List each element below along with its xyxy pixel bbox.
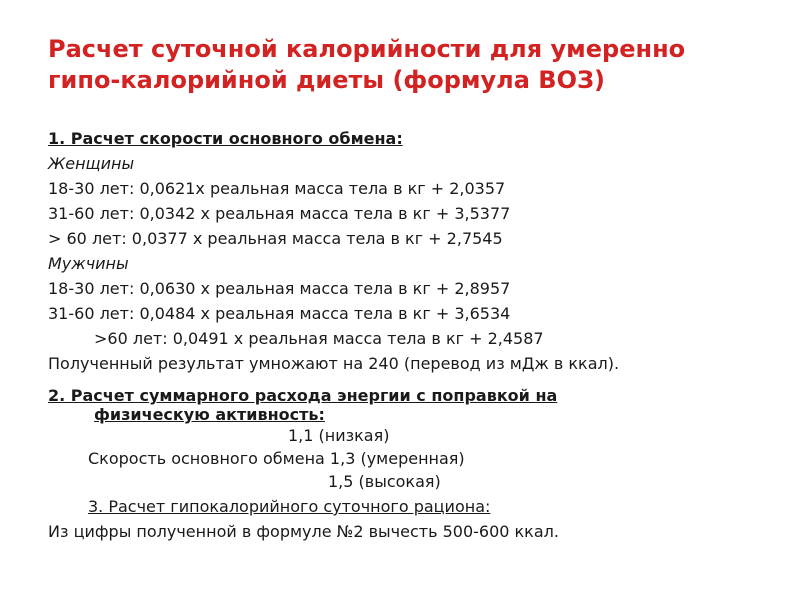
men-formula-over-60: >60 лет: 0,0491 х реальная масса тела в кг + 2,4587 [94, 329, 544, 348]
slide-title [48, 34, 768, 96]
men-formula-31-60: 31-60 лет: 0,0484 х реальная масса тела в кг + 3,6534 [48, 304, 511, 323]
section1-heading: 1. Расчет скорости основного обмена: [48, 129, 403, 148]
slide-body [48, 126, 768, 544]
section3-heading: 3. Расчет гипокалорийного суточного рациона: [88, 497, 491, 516]
activity-low: 1,1 (низкая) [288, 426, 390, 445]
women-formula-over-60: > 60 лет: 0,0377 х реальная масса тела в кг + 2,7545 [48, 229, 503, 248]
conversion-note: Полученный результат умножают на 240 (перевод из мДж в ккал). [48, 354, 620, 373]
women-formula-18-30: 18-30 лет: 0,0621х реальная масса тела в кг + 2,0357 [48, 179, 506, 198]
men-formula-18-30: 18-30 лет: 0,0630 х реальная масса тела в кг + 2,8957 [48, 279, 511, 298]
section3-text: Из цифры полученной в формуле №2 вычесть 500-600 ккал. [48, 522, 559, 541]
activity-high: 1,5 (высокая) [328, 472, 441, 491]
women-formula-31-60: 31-60 лет: 0,0342 х реальная масса тела в кг + 3,5377 [48, 204, 511, 223]
women-label: Женщины [48, 154, 135, 173]
section2-heading-line-1: 2. Расчет суммарного расхода энергии с поправкой на [48, 386, 558, 405]
title-line-2: гипо-калорийной диеты (формула ВОЗ) [48, 66, 605, 94]
men-label: Мужчины [48, 254, 129, 273]
section2-heading-line-2: физическую активность: [94, 405, 325, 424]
activity-moderate: Скорость основного обмена 1,3 (умеренная) [88, 449, 465, 468]
title-line-1: Расчет суточной калорийности для умеренно [48, 35, 686, 63]
